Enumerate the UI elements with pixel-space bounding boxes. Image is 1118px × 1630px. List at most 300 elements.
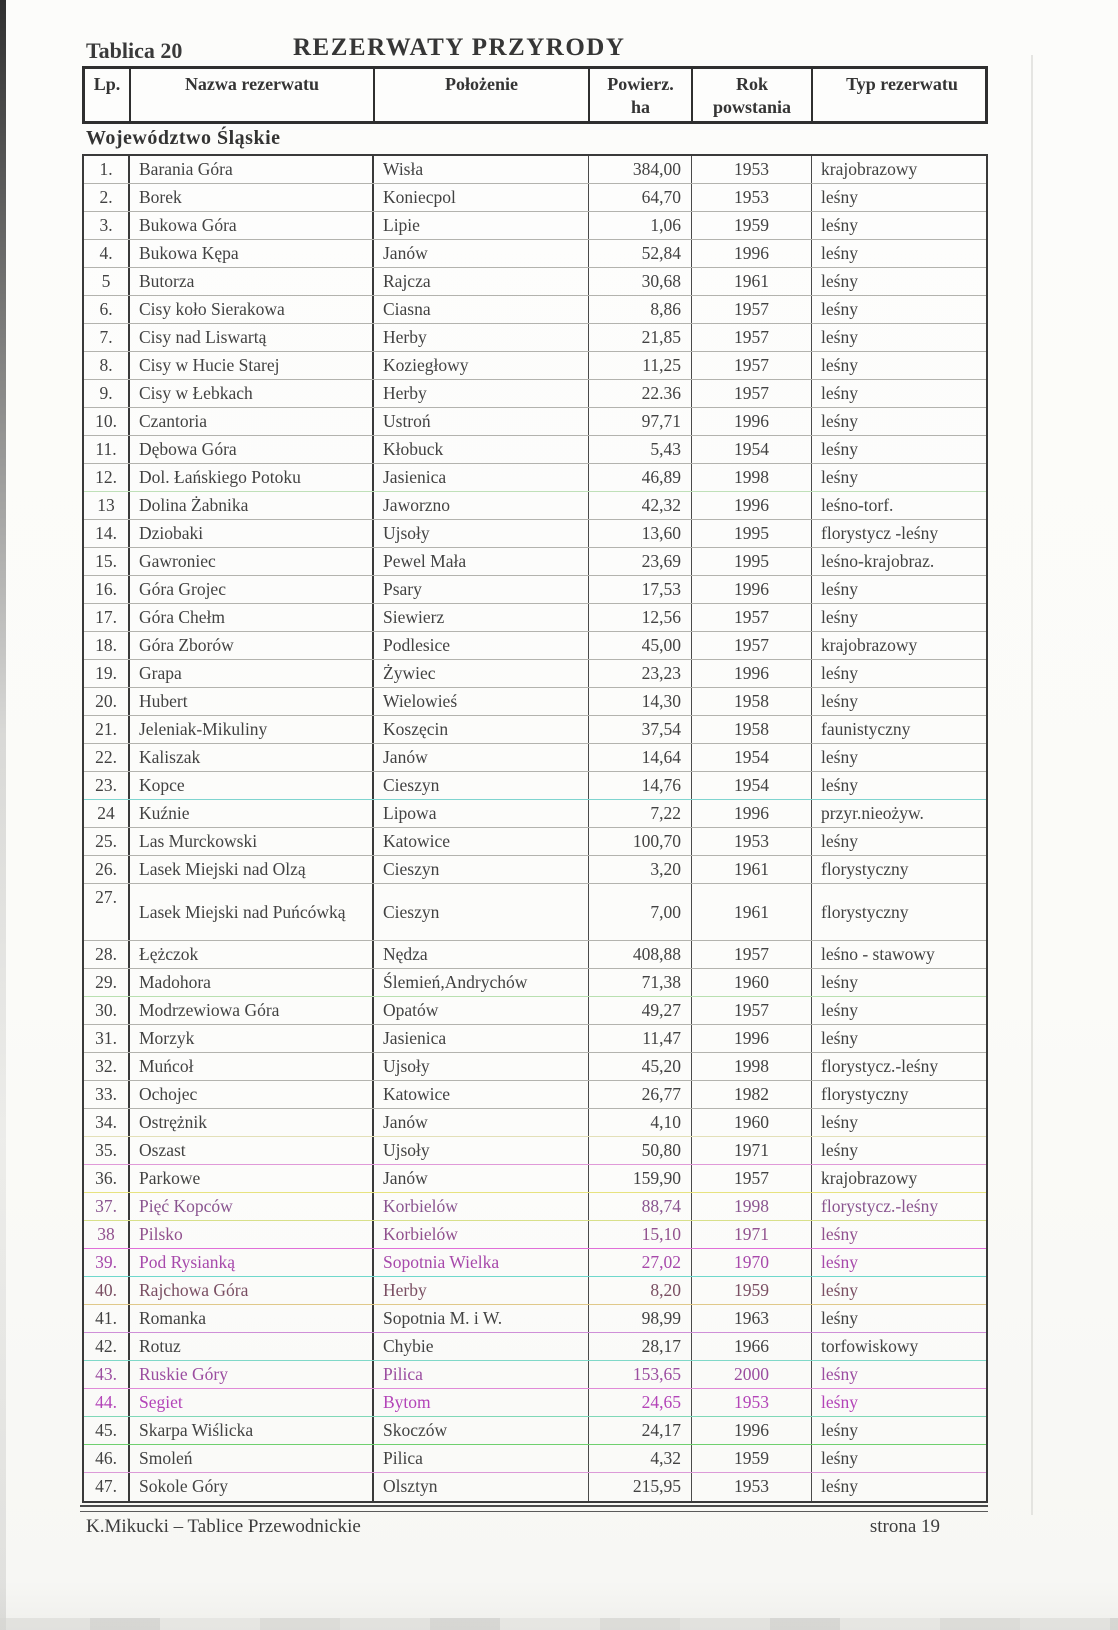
cell-location: Korbielów xyxy=(374,1221,589,1248)
cell-name: Skarpa Wiślicka xyxy=(130,1417,374,1444)
cell-area: 88,74 xyxy=(589,1193,692,1220)
cell-year: 1953 xyxy=(692,1389,812,1416)
cell-area: 14,64 xyxy=(589,744,692,771)
cell-year: 1957 xyxy=(692,632,812,659)
cell-area: 71,38 xyxy=(589,969,692,996)
table-row xyxy=(84,324,986,352)
cell-location: Ujsoły xyxy=(374,1137,589,1164)
table-row xyxy=(84,1445,986,1473)
cell-lp: 25. xyxy=(84,828,130,855)
cell-name: Oszast xyxy=(130,1137,374,1164)
cell-year: 1995 xyxy=(692,548,812,575)
table-row xyxy=(84,632,986,660)
table-row xyxy=(84,969,986,997)
cell-type: leśny xyxy=(821,1308,858,1328)
cell-location: Sopotnia M. i W. xyxy=(374,1305,589,1332)
cell-area: 7,00 xyxy=(589,884,692,940)
cell-location: Podlesice xyxy=(374,632,589,659)
cell-year: 1996 xyxy=(692,240,812,267)
cell-name: Grapa xyxy=(130,660,374,687)
table-row xyxy=(84,1221,986,1249)
cell-name: Sokole Góry xyxy=(130,1473,374,1501)
cell-year: 2000 xyxy=(692,1361,812,1388)
table-row xyxy=(84,1389,986,1417)
cell-name: Hubert xyxy=(130,688,374,715)
cell-lp: 21. xyxy=(84,716,130,743)
cell-location: Herby xyxy=(374,1277,589,1304)
cell-type: leśny xyxy=(821,1224,858,1244)
cell-year: 1959 xyxy=(692,1277,812,1304)
cell-lp: 5 xyxy=(84,268,130,295)
cell-name: Jeleniak-Mikuliny xyxy=(130,716,374,743)
cell-type: leśny xyxy=(821,215,858,235)
table-row xyxy=(84,1305,986,1333)
cell-year: 1961 xyxy=(692,884,812,940)
cell-type: leśny xyxy=(821,1000,858,1020)
table-row xyxy=(84,660,986,688)
cell-year: 1959 xyxy=(692,212,812,239)
cell-type: leśny xyxy=(821,1112,858,1132)
cell-year: 1996 xyxy=(692,660,812,687)
table-row xyxy=(84,492,986,520)
table-row xyxy=(84,884,986,941)
cell-area: 97,71 xyxy=(589,408,692,435)
table-row xyxy=(84,268,986,296)
table-row xyxy=(84,1277,986,1305)
cell-type: leśny xyxy=(821,691,858,711)
cell-name: Lasek Miejski nad Puńcówką xyxy=(130,884,374,940)
cell-type: leśny xyxy=(821,355,858,375)
cell-year: 1957 xyxy=(692,380,812,407)
cell-name: Cisy nad Liswartą xyxy=(130,324,374,351)
table-row xyxy=(84,744,986,772)
table-row xyxy=(84,548,986,576)
cell-location: Jaworzno xyxy=(374,492,589,519)
cell-area: 11,47 xyxy=(589,1025,692,1052)
cell-year: 1961 xyxy=(692,856,812,883)
cell-name: Madohora xyxy=(130,969,374,996)
table-row xyxy=(84,464,986,492)
cell-year: 1961 xyxy=(692,268,812,295)
cell-area: 23,23 xyxy=(589,660,692,687)
cell-area: 46,89 xyxy=(589,464,692,491)
cell-year: 1995 xyxy=(692,520,812,547)
cell-name: Rotuz xyxy=(130,1333,374,1360)
cell-year: 1996 xyxy=(692,408,812,435)
cell-type: leśny xyxy=(821,327,858,347)
cell-area: 384,00 xyxy=(589,156,692,183)
footer-source-text: K.Mikucki – Tablice Przewodnickie xyxy=(86,1516,361,1537)
table-row xyxy=(84,1473,986,1501)
table-row xyxy=(84,856,986,884)
cell-location: Opatów xyxy=(374,997,589,1024)
cell-lp: 37. xyxy=(84,1193,130,1220)
section-title: Województwo Śląskie xyxy=(86,127,281,149)
cell-lp: 36. xyxy=(84,1165,130,1192)
cell-location: Korbielów xyxy=(374,1193,589,1220)
table-row xyxy=(84,408,986,436)
cell-year: 1954 xyxy=(692,436,812,463)
cell-type: leśny xyxy=(821,243,858,263)
cell-year: 1957 xyxy=(692,997,812,1024)
cell-area: 28,17 xyxy=(589,1333,692,1360)
cell-area: 12,56 xyxy=(589,604,692,631)
table-row xyxy=(84,1333,986,1361)
cell-name: Butorza xyxy=(130,268,374,295)
cell-year: 1953 xyxy=(692,184,812,211)
cell-year: 1998 xyxy=(692,1053,812,1080)
cell-name: Cisy w Hucie Starej xyxy=(130,352,374,379)
cell-lp: 23. xyxy=(84,772,130,799)
cell-year: 1953 xyxy=(692,156,812,183)
cell-lp: 14. xyxy=(84,520,130,547)
table-row xyxy=(84,1053,986,1081)
cell-location: Janów xyxy=(374,744,589,771)
table-row xyxy=(84,1249,986,1277)
cell-location: Herby xyxy=(374,380,589,407)
cell-name: Gawroniec xyxy=(130,548,374,575)
cell-type: leśny xyxy=(821,1364,858,1384)
cell-type: leśny xyxy=(821,747,858,767)
cell-name: Las Murckowski xyxy=(130,828,374,855)
cell-year: 1996 xyxy=(692,800,812,827)
table-row xyxy=(84,800,986,828)
cell-area: 4,10 xyxy=(589,1109,692,1136)
cell-location: Jasienica xyxy=(374,1025,589,1052)
cell-type: leśny xyxy=(821,579,858,599)
cell-area: 215,95 xyxy=(589,1473,692,1501)
cell-lp: 4. xyxy=(84,240,130,267)
cell-area: 11,25 xyxy=(589,352,692,379)
cell-location: Olsztyn xyxy=(374,1473,589,1501)
table-row xyxy=(84,1081,986,1109)
cell-location: Ustroń xyxy=(374,408,589,435)
cell-location: Herby xyxy=(374,324,589,351)
cell-name: Kaliszak xyxy=(130,744,374,771)
cell-year: 1954 xyxy=(692,772,812,799)
cell-type: leśno-krajobraz. xyxy=(821,551,935,571)
cell-area: 64,70 xyxy=(589,184,692,211)
cell-lp: 45. xyxy=(84,1417,130,1444)
cell-year: 1996 xyxy=(692,1025,812,1052)
table-header-row xyxy=(82,66,988,124)
cell-lp: 13 xyxy=(84,492,130,519)
cell-year: 1960 xyxy=(692,1109,812,1136)
cell-year: 1963 xyxy=(692,1305,812,1332)
cell-type: florystycz -leśny xyxy=(821,523,939,543)
table-number-label: Tablica 20 xyxy=(86,38,183,63)
cell-year: 1971 xyxy=(692,1221,812,1248)
cell-area: 100,70 xyxy=(589,828,692,855)
cell-location: Ciasna xyxy=(374,296,589,323)
cell-type: leśny xyxy=(821,1476,858,1496)
table-row xyxy=(84,688,986,716)
cell-name: Czantoria xyxy=(130,408,374,435)
cell-location: Rajcza xyxy=(374,268,589,295)
cell-type: florystyczny xyxy=(821,859,909,879)
page-fold-line xyxy=(1031,55,1033,1515)
cell-type: leśny xyxy=(821,439,858,459)
cell-area: 8,20 xyxy=(589,1277,692,1304)
cell-area: 24,17 xyxy=(589,1417,692,1444)
cell-area: 1,06 xyxy=(589,212,692,239)
cell-location: Cieszyn xyxy=(374,772,589,799)
cell-area: 14,76 xyxy=(589,772,692,799)
cell-name: Modrzewiowa Góra xyxy=(130,997,374,1024)
cell-year: 1958 xyxy=(692,688,812,715)
column-header-year: Rok powstania xyxy=(693,69,813,121)
cell-year: 1957 xyxy=(692,604,812,631)
cell-name: Parkowe xyxy=(130,1165,374,1192)
table-row xyxy=(84,212,986,240)
cell-location: Janów xyxy=(374,240,589,267)
cell-area: 45,00 xyxy=(589,632,692,659)
cell-area: 23,69 xyxy=(589,548,692,575)
cell-area: 21,85 xyxy=(589,324,692,351)
cell-location: Koniecpol xyxy=(374,184,589,211)
cell-area: 27,02 xyxy=(589,1249,692,1276)
cell-lp: 46. xyxy=(84,1445,130,1472)
cell-location: Pilica xyxy=(374,1361,589,1388)
table-row xyxy=(84,240,986,268)
table-row xyxy=(84,1361,986,1389)
table-row xyxy=(84,1137,986,1165)
cell-lp: 24 xyxy=(84,800,130,827)
cell-location: Nędza xyxy=(374,941,589,968)
cell-location: Psary xyxy=(374,576,589,603)
cell-lp: 7. xyxy=(84,324,130,351)
cell-name: Pod Rysianką xyxy=(130,1249,374,1276)
cell-location: Koziegłowy xyxy=(374,352,589,379)
cell-type: przyr.nieożyw. xyxy=(821,803,924,823)
cell-name: Dol. Łańskiego Potoku xyxy=(130,464,374,491)
table-row xyxy=(84,1165,986,1193)
cell-area: 408,88 xyxy=(589,941,692,968)
cell-lp: 16. xyxy=(84,576,130,603)
cell-location: Siewierz xyxy=(374,604,589,631)
cell-year: 1996 xyxy=(692,576,812,603)
cell-year: 1957 xyxy=(692,941,812,968)
cell-lp: 42. xyxy=(84,1333,130,1360)
cell-area: 49,27 xyxy=(589,997,692,1024)
table-row xyxy=(84,296,986,324)
cell-area: 7,22 xyxy=(589,800,692,827)
cell-lp: 32. xyxy=(84,1053,130,1080)
cell-location: Bytom xyxy=(374,1389,589,1416)
cell-type: leśny xyxy=(821,1392,858,1412)
cell-type: leśny xyxy=(821,299,858,319)
cell-type: leśny xyxy=(821,1028,858,1048)
cell-name: Góra Chełm xyxy=(130,604,374,631)
cell-type: florystyczny xyxy=(821,1084,909,1104)
cell-lp: 26. xyxy=(84,856,130,883)
cell-name: Morzyk xyxy=(130,1025,374,1052)
cell-name: Lasek Miejski nad Olzą xyxy=(130,856,374,883)
cell-type: torfowiskowy xyxy=(821,1336,919,1356)
cell-name: Romanka xyxy=(130,1305,374,1332)
table-row xyxy=(84,716,986,744)
cell-type: krajobrazowy xyxy=(821,159,918,179)
cell-location: Ujsoły xyxy=(374,520,589,547)
cell-type: leśny xyxy=(821,383,858,403)
cell-year: 1971 xyxy=(692,1137,812,1164)
cell-area: 17,53 xyxy=(589,576,692,603)
cell-lp: 20. xyxy=(84,688,130,715)
cell-type: faunistyczny xyxy=(821,719,911,739)
cell-name: Cisy koło Sierakowa xyxy=(130,296,374,323)
cell-area: 15,10 xyxy=(589,1221,692,1248)
table-row xyxy=(84,1109,986,1137)
cell-location: Ujsoły xyxy=(374,1053,589,1080)
cell-lp: 10. xyxy=(84,408,130,435)
table-row xyxy=(84,604,986,632)
cell-name: Kopce xyxy=(130,772,374,799)
table-row xyxy=(84,1417,986,1445)
cell-name: Borek xyxy=(130,184,374,211)
cell-year: 1996 xyxy=(692,1417,812,1444)
cell-name: Bukowa Góra xyxy=(130,212,374,239)
cell-location: Katowice xyxy=(374,1081,589,1108)
table-row xyxy=(84,772,986,800)
cell-lp: 2. xyxy=(84,184,130,211)
cell-type: leśno - stawowy xyxy=(821,944,935,964)
page-title: REZERWATY PRZYRODY xyxy=(293,34,626,61)
cell-location: Jasienica xyxy=(374,464,589,491)
cell-year: 1957 xyxy=(692,296,812,323)
cell-year: 1970 xyxy=(692,1249,812,1276)
scan-edge-artifact-left xyxy=(0,0,6,1630)
cell-area: 3,20 xyxy=(589,856,692,883)
cell-location: Pewel Mała xyxy=(374,548,589,575)
cell-lp: 43. xyxy=(84,1361,130,1388)
cell-area: 153,65 xyxy=(589,1361,692,1388)
cell-type: florystycz.-leśny xyxy=(821,1196,939,1216)
column-header-location: Położenie xyxy=(375,69,590,121)
cell-location: Janów xyxy=(374,1109,589,1136)
cell-year: 1953 xyxy=(692,828,812,855)
cell-type: leśny xyxy=(821,1420,858,1440)
cell-lp: 17. xyxy=(84,604,130,631)
cell-area: 98,99 xyxy=(589,1305,692,1332)
cell-area: 24,65 xyxy=(589,1389,692,1416)
cell-location: Żywiec xyxy=(374,660,589,687)
cell-lp: 41. xyxy=(84,1305,130,1332)
cell-year: 1982 xyxy=(692,1081,812,1108)
cell-area: 4,32 xyxy=(589,1445,692,1472)
footer-page-number: strona 19 xyxy=(869,1516,940,1537)
cell-lp: 33. xyxy=(84,1081,130,1108)
cell-name: Ostrężnik xyxy=(130,1109,374,1136)
table-row xyxy=(84,1025,986,1053)
cell-location: Katowice xyxy=(374,828,589,855)
cell-type: florystycz.-leśny xyxy=(821,1056,939,1076)
scan-edge-artifact-bottom xyxy=(0,1618,1118,1630)
cell-year: 1998 xyxy=(692,1193,812,1220)
column-header-name: Nazwa rezerwatu xyxy=(131,69,375,121)
cell-lp: 12. xyxy=(84,464,130,491)
column-header-lp: Lp. xyxy=(85,69,131,121)
cell-area: 30,68 xyxy=(589,268,692,295)
table-row xyxy=(84,380,986,408)
reserves-table-body xyxy=(82,154,988,1503)
cell-lp: 22. xyxy=(84,744,130,771)
cell-type: leśny xyxy=(821,972,858,992)
cell-name: Smoleń xyxy=(130,1445,374,1472)
table-row xyxy=(84,436,986,464)
cell-area: 5,43 xyxy=(589,436,692,463)
cell-area: 42,32 xyxy=(589,492,692,519)
cell-type: leśny xyxy=(821,1140,858,1160)
cell-name: Muńcoł xyxy=(130,1053,374,1080)
cell-type: leśny xyxy=(821,467,858,487)
column-header-area: Powierz. ha xyxy=(590,69,693,121)
cell-lp: 35. xyxy=(84,1137,130,1164)
cell-lp: 38 xyxy=(84,1221,130,1248)
cell-year: 1960 xyxy=(692,969,812,996)
cell-year: 1958 xyxy=(692,716,812,743)
cell-name: Dolina Żabnika xyxy=(130,492,374,519)
cell-area: 14,30 xyxy=(589,688,692,715)
cell-location: Pilica xyxy=(374,1445,589,1472)
cell-location: Janów xyxy=(374,1165,589,1192)
cell-name: Pilsko xyxy=(130,1221,374,1248)
cell-name: Segiet xyxy=(130,1389,374,1416)
cell-lp: 30. xyxy=(84,997,130,1024)
cell-location: Koszęcin xyxy=(374,716,589,743)
table-row xyxy=(84,828,986,856)
cell-type: leśny xyxy=(821,1448,858,1468)
cell-year: 1954 xyxy=(692,744,812,771)
cell-lp: 44. xyxy=(84,1389,130,1416)
cell-area: 13,60 xyxy=(589,520,692,547)
cell-name: Ochojec xyxy=(130,1081,374,1108)
cell-location: Lipowa xyxy=(374,800,589,827)
table-row xyxy=(84,352,986,380)
cell-year: 1966 xyxy=(692,1333,812,1360)
cell-type: leśny xyxy=(821,271,858,291)
cell-name: Łężczok xyxy=(130,941,374,968)
cell-lp: 39. xyxy=(84,1249,130,1276)
table-row xyxy=(84,1193,986,1221)
cell-year: 1957 xyxy=(692,324,812,351)
cell-lp: 11. xyxy=(84,436,130,463)
cell-name: Góra Zborów xyxy=(130,632,374,659)
cell-type: leśny xyxy=(821,1280,858,1300)
cell-location: Skoczów xyxy=(374,1417,589,1444)
cell-lp: 31. xyxy=(84,1025,130,1052)
cell-lp: 1. xyxy=(84,156,130,183)
cell-type: krajobrazowy xyxy=(821,1168,918,1188)
table-row xyxy=(84,941,986,969)
cell-name: Pięć Kopców xyxy=(130,1193,374,1220)
cell-type: leśny xyxy=(821,411,858,431)
cell-area: 22.36 xyxy=(589,380,692,407)
cell-location: Cieszyn xyxy=(374,884,589,940)
cell-area: 52,84 xyxy=(589,240,692,267)
cell-type: leśny xyxy=(821,663,858,683)
cell-year: 1996 xyxy=(692,492,812,519)
table-row xyxy=(84,156,986,184)
cell-area: 50,80 xyxy=(589,1137,692,1164)
cell-name: Cisy w Łebkach xyxy=(130,380,374,407)
cell-name: Rajchowa Góra xyxy=(130,1277,374,1304)
cell-area: 45,20 xyxy=(589,1053,692,1080)
cell-lp: 19. xyxy=(84,660,130,687)
cell-type: florystyczny xyxy=(821,902,909,922)
cell-location: Chybie xyxy=(374,1333,589,1360)
cell-name: Barania Góra xyxy=(130,156,374,183)
column-header-type: Typ rezerwatu xyxy=(846,74,958,94)
